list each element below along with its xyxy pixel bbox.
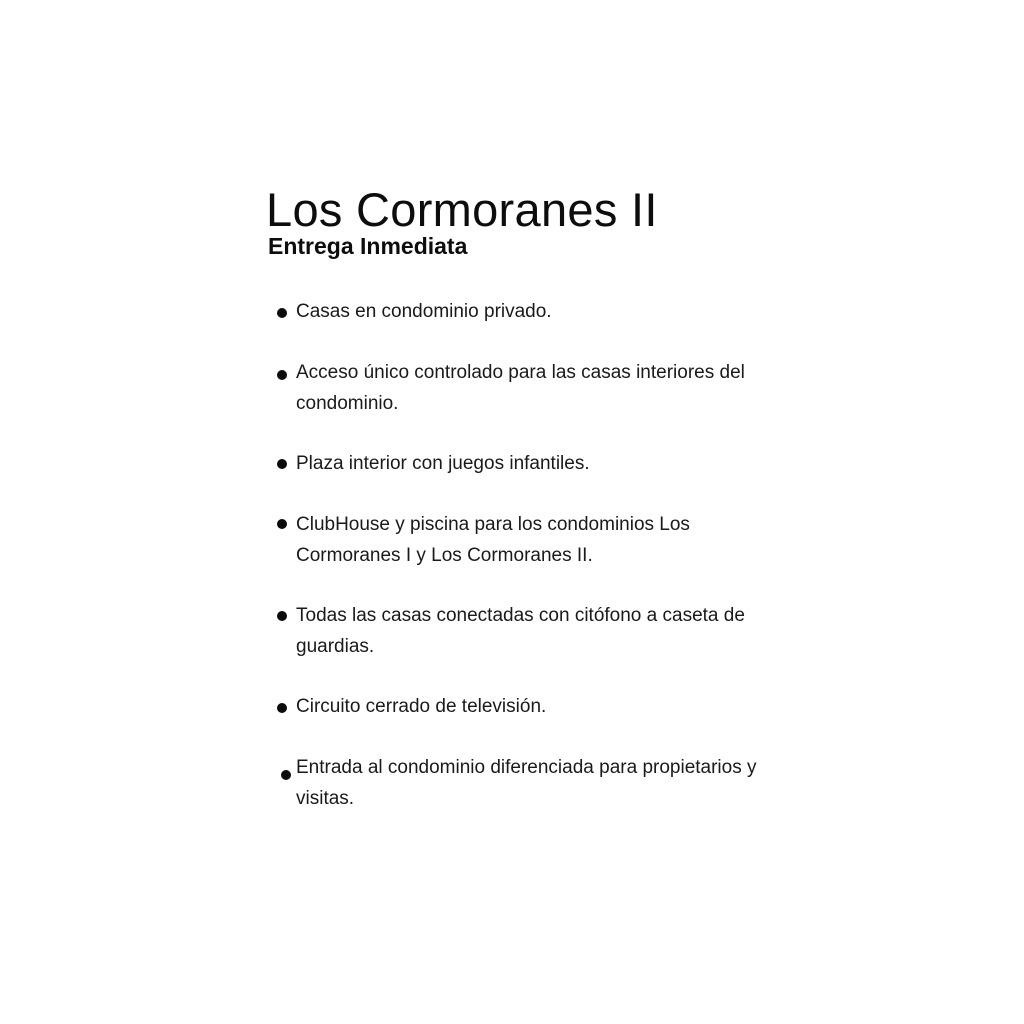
bullet-icon: [281, 770, 291, 780]
bullet-icon: [277, 519, 287, 529]
list-item: Circuito cerrado de televisión.: [296, 696, 547, 717]
page-title: Los Cormoranes II: [266, 183, 658, 236]
list-item: Plaza interior con juegos infantiles.: [296, 453, 590, 474]
list-item: Acceso único controlado para las casas interiores del condominio.: [296, 362, 745, 414]
bullet-icon: [277, 308, 287, 318]
list-item: ClubHouse y piscina para los condominios Los Cormoranes I y Los Cormoranes II.: [296, 514, 690, 566]
bullet-icon: [277, 459, 287, 469]
bullet-icon: [277, 611, 287, 621]
list-item: Casas en condominio privado.: [296, 301, 552, 322]
page-subtitle: Entrega Inmediata: [268, 233, 468, 259]
bullet-icon: [277, 370, 287, 380]
list-item: Todas las casas conectadas con citófono a caseta de guardias.: [296, 605, 745, 657]
list-item: Entrada al condominio diferenciada para propietarios y visitas.: [296, 757, 757, 809]
bullet-icon: [277, 703, 287, 713]
